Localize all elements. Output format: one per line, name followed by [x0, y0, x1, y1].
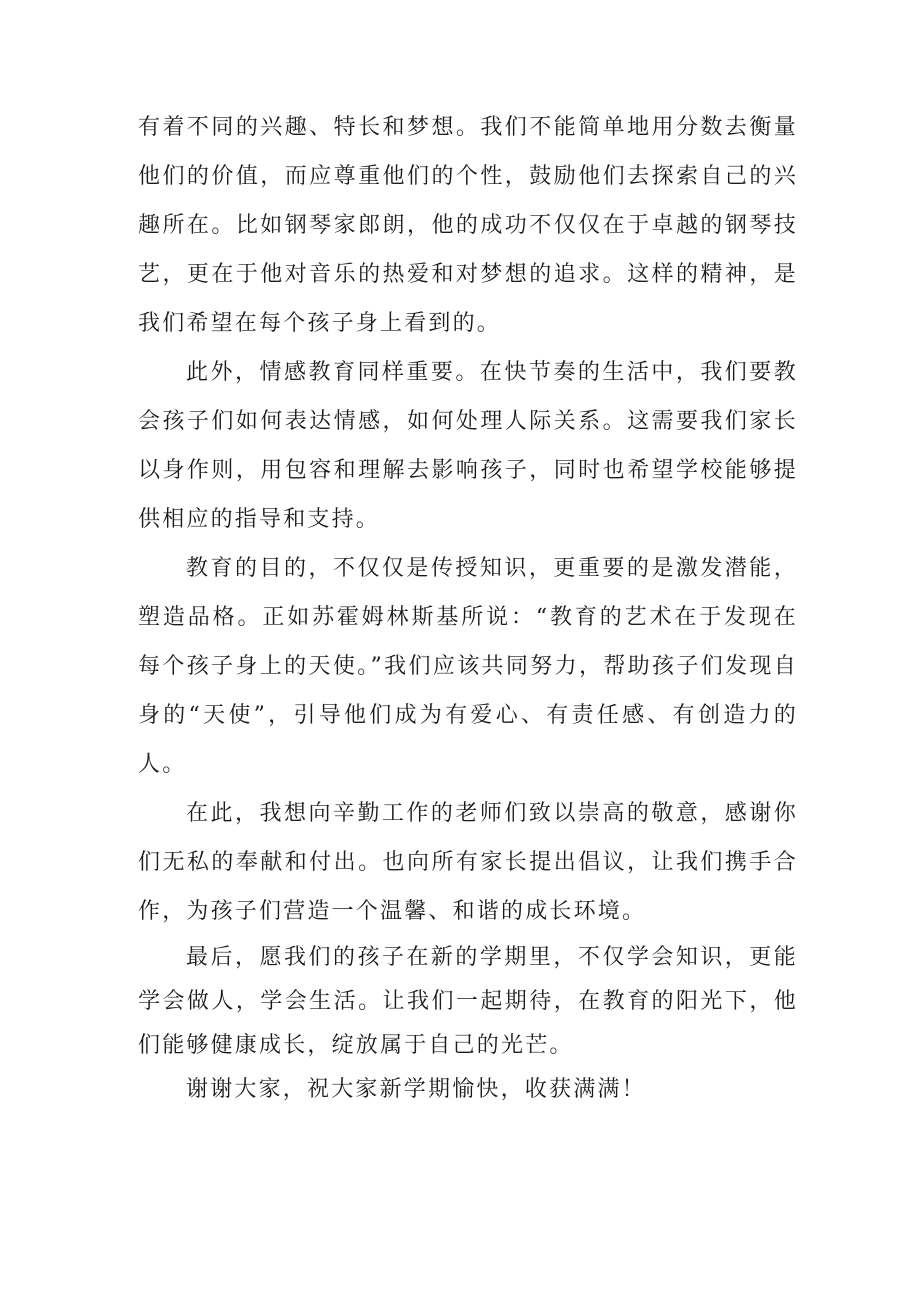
- speech-body: [138, 103, 798, 1112]
- paragraph-closing-wish: 最后，愿我们的孩子在新的学期里，不仅学会知识，更能学会做人，学会生活。让我们一起期待，在教育的阳光下，他们能够健康成长，绽放属于自己的光芒。: [138, 945, 798, 1058]
- paragraph-purpose-of-education: 教育的目的，不仅仅是传授知识，更重要的是激发潜能，塑造品格。正如苏霍姆林斯基所说：“教育的艺术在于发现在每个孩子身上的天使。”我们应该共同努力，帮助孩子们发现自身的“天使”，引导他们成为有爱心、有责任感、有创造力的人。: [138, 556, 798, 777]
- paragraph-thanks-teachers: 在此，我想向辛勤工作的老师们致以崇高的敬意，感谢你们无私的奉献和付出。也向所有家长提出倡议，让我们携手合作，为孩子们营造一个温馨、和谐的成长环境。: [138, 801, 798, 924]
- paragraph-continued: 有着不同的兴趣、特长和梦想。我们不能简单地用分数去衡量他们的价值，而应尊重他们的个性，鼓励他们去探索自己的兴趣所在。比如钢琴家郎朗，他的成功不仅仅在于卓越的钢琴技艺，更在于他对音乐的热爱和对梦想的追求。这样的精神，是我们希望在每个孩子身上看到的。: [138, 115, 798, 336]
- closing-line: 谢谢大家，祝大家新学期愉快，收获满满！: [186, 1077, 646, 1102]
- paragraph-emotional-education: 此外，情感教育同样重要。在快节奏的生活中，我们要教会孩子们如何表达情感，如何处理人际关系。这需要我们家长以身作则，用包容和理解去影响孩子，同时也希望学校能够提供相应的指导和支持。: [138, 360, 798, 532]
